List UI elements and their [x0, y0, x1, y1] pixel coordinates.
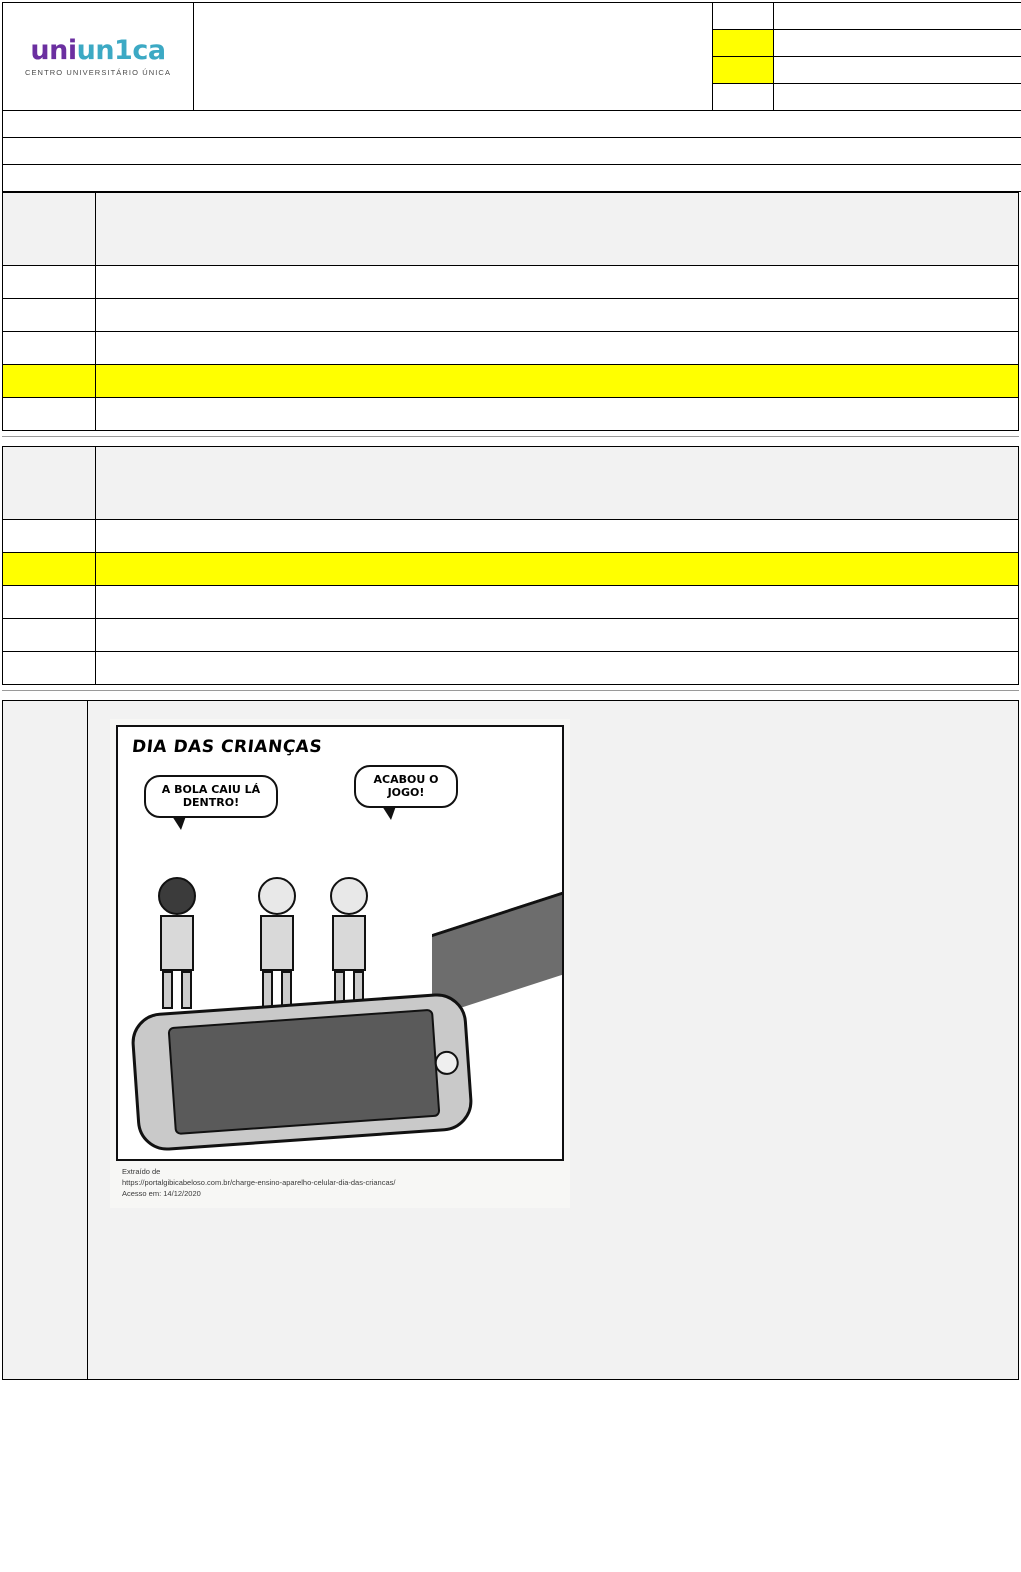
meta-value-2 — [774, 30, 1021, 57]
meta-label-4 — [713, 84, 774, 111]
table-row — [3, 619, 1019, 652]
character-head — [158, 877, 196, 915]
character-child-1 — [158, 877, 196, 1009]
row-text — [96, 553, 1019, 586]
row-number — [3, 398, 96, 431]
logo-subtitle: CENTRO UNIVERSITÁRIO ÚNICA — [25, 68, 171, 77]
character-body — [260, 915, 294, 971]
header-table — [2, 2, 1021, 192]
header-fullrow-cell-1 — [3, 111, 1021, 138]
speech-bubble-right: ACABOU O JOGO! — [354, 765, 458, 808]
table-row — [3, 299, 1019, 332]
section-two-head-row — [3, 447, 1019, 520]
comic-image — [110, 719, 570, 1208]
logo-wordmark — [25, 37, 171, 64]
section-one-head-text — [96, 193, 1019, 266]
row-number — [3, 619, 96, 652]
meta-value-3 — [774, 57, 1021, 84]
section-one-head-number — [3, 193, 96, 266]
caption-line-2: https://portalgibicabeloso.com.br/charge-ensino-aparelho-celular-dia-das-criancas/ — [122, 1178, 560, 1189]
comic-source-caption — [116, 1161, 564, 1202]
header-fullrow-1 — [3, 111, 1021, 138]
row-number — [3, 332, 96, 365]
header-fullrow-3 — [3, 165, 1021, 192]
phone-screen — [168, 1009, 441, 1135]
comic-frame — [116, 725, 564, 1161]
character-child-3 — [330, 877, 368, 1009]
giant-smartphone — [130, 991, 475, 1152]
row-text — [96, 398, 1019, 431]
document-page — [0, 2, 1021, 1572]
row-number — [3, 299, 96, 332]
table-row — [3, 586, 1019, 619]
character-child-2 — [258, 877, 296, 1009]
row-text — [96, 299, 1019, 332]
caption-line-1: Extraído de — [122, 1167, 560, 1178]
section-two-head-text — [96, 447, 1019, 520]
character-legs — [162, 971, 192, 1009]
row-number — [3, 553, 96, 586]
speech-bubble-left: A BOLA CAIU LÁ DENTRO! — [144, 775, 278, 818]
row-text — [96, 652, 1019, 685]
row-text — [96, 586, 1019, 619]
section-two-head-number — [3, 447, 96, 520]
figure-body-cell — [88, 701, 1019, 1380]
header-fullrow-cell-2 — [3, 138, 1021, 165]
logo-word-right: un1ca — [77, 35, 166, 66]
phone-home-button-icon — [434, 1050, 460, 1076]
figure-table — [2, 700, 1019, 1380]
logo-word-left: uni — [30, 35, 76, 66]
table-row-highlighted — [3, 553, 1019, 586]
comic-title: DIA DAS CRIANÇAS — [131, 737, 563, 757]
uniunica-logo — [25, 35, 171, 77]
header-title-cell — [194, 3, 713, 111]
figure-row — [3, 701, 1019, 1380]
character-body — [160, 915, 194, 971]
table-row — [3, 520, 1019, 553]
section-one-table — [2, 192, 1019, 431]
row-text — [96, 332, 1019, 365]
character-head — [258, 877, 296, 915]
figure-number-cell — [3, 701, 88, 1380]
section-one-head-row — [3, 193, 1019, 266]
row-text — [96, 365, 1019, 398]
row-text — [96, 619, 1019, 652]
logo-cell — [3, 3, 194, 111]
meta-value-4 — [774, 84, 1021, 111]
table-row — [3, 652, 1019, 685]
header-fullrow-2 — [3, 138, 1021, 165]
character-body — [332, 915, 366, 971]
section-divider — [2, 436, 1019, 446]
table-row — [3, 266, 1019, 299]
meta-label-1 — [713, 3, 774, 30]
table-row — [3, 398, 1019, 431]
row-number — [3, 266, 96, 299]
meta-label-3 — [713, 57, 774, 84]
row-number — [3, 365, 96, 398]
row-number — [3, 652, 96, 685]
table-row — [3, 332, 1019, 365]
section-two-table — [2, 446, 1019, 685]
row-number — [3, 586, 96, 619]
header-fullrow-cell-3 — [3, 165, 1021, 192]
meta-value-1 — [774, 3, 1021, 30]
table-row-highlighted — [3, 365, 1019, 398]
character-head — [330, 877, 368, 915]
meta-label-2 — [713, 30, 774, 57]
row-number — [3, 520, 96, 553]
row-text — [96, 266, 1019, 299]
header-row-1 — [3, 3, 1021, 30]
section-divider — [2, 690, 1019, 700]
caption-line-3: Acesso em: 14/12/2020 — [122, 1189, 560, 1200]
row-text — [96, 520, 1019, 553]
